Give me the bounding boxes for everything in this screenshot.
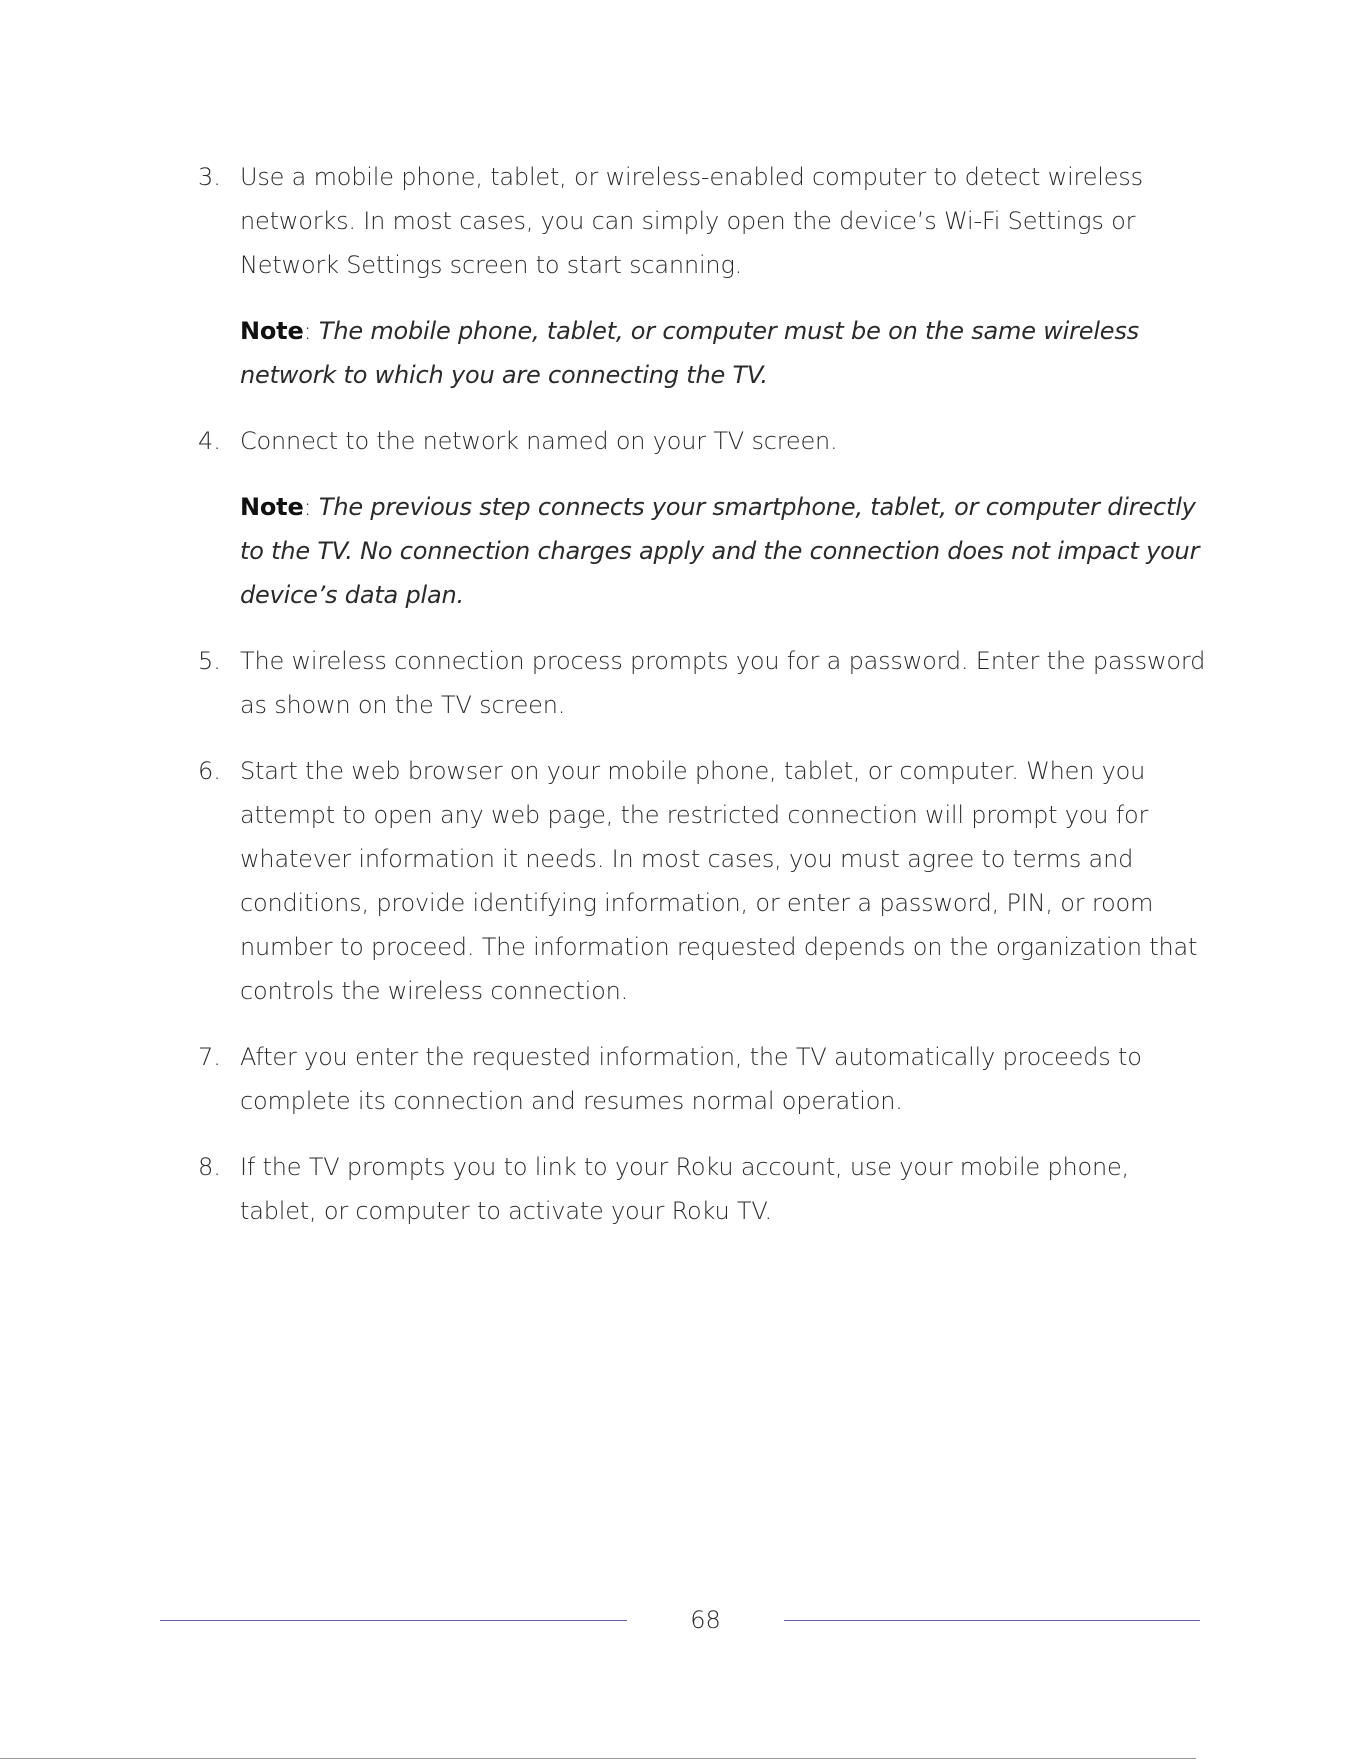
step-number: 8. (198, 1153, 221, 1181)
footer-rule-left (160, 1620, 627, 1621)
step-6 (198, 749, 1208, 1013)
note-label: Note (240, 317, 304, 345)
note-body: The mobile phone, tablet, or computer must be on the same wireless network to which you are connecting the TV. (240, 317, 1139, 389)
note-body: The previous step connects your smartphone, tablet, or computer directly to the TV. No connection charges apply and the connection does not impact your device’s data plan. (240, 493, 1200, 609)
step-number: 5. (198, 647, 221, 675)
step-number: 4. (198, 427, 221, 455)
step-text: Connect to the network named on your TV screen. (240, 427, 838, 455)
instruction-steps (198, 155, 1208, 1255)
step-number: 3. (198, 163, 221, 191)
note-label: Note (240, 493, 304, 521)
step-text: After you enter the requested information, the TV automatically proceeds to complete its connection and resumes normal operation. (240, 1043, 1142, 1115)
step-note: Note: The mobile phone, tablet, or computer must be on the same wireless network to which you are connecting the TV. (240, 317, 1139, 389)
step-text: Start the web browser on your mobile phone, tablet, or computer. When you attempt to open any web page, the restricted connection will prompt you for whatever information it needs. In most cases, you must agree to terms and conditions, provide identifying information, or enter a password, PIN, or room number to proceed. The information requested depends on the organization that controls the wireless connection. (240, 757, 1198, 1005)
page-footer (0, 1598, 1361, 1642)
step-8 (198, 1145, 1208, 1233)
step-text: If the TV prompts you to link to your Roku account, use your mobile phone, tablet, or computer to activate your Roku TV. (240, 1153, 1129, 1225)
step-text: Use a mobile phone, tablet, or wireless-enabled computer to detect wireless networks. In most cases, you can simply open the device’s Wi-Fi Settings or Network Settings screen to start scanning. (240, 163, 1143, 279)
step-text: The wireless connection process prompts you for a password. Enter the password as shown on the TV screen. (240, 647, 1206, 719)
page-bottom-edge (0, 1758, 1196, 1759)
step-note: Note: The previous step connects your smartphone, tablet, or computer directly to the TV. No connection charges apply and the connection does not impact your device’s data plan. (240, 493, 1200, 609)
footer-rule-right (784, 1620, 1200, 1621)
step-number: 7. (198, 1043, 221, 1071)
step-7 (198, 1035, 1208, 1123)
step-3 (198, 155, 1208, 397)
step-number: 6. (198, 757, 221, 785)
page-number: 68 (690, 1606, 721, 1634)
step-4 (198, 419, 1208, 617)
step-5 (198, 639, 1208, 727)
